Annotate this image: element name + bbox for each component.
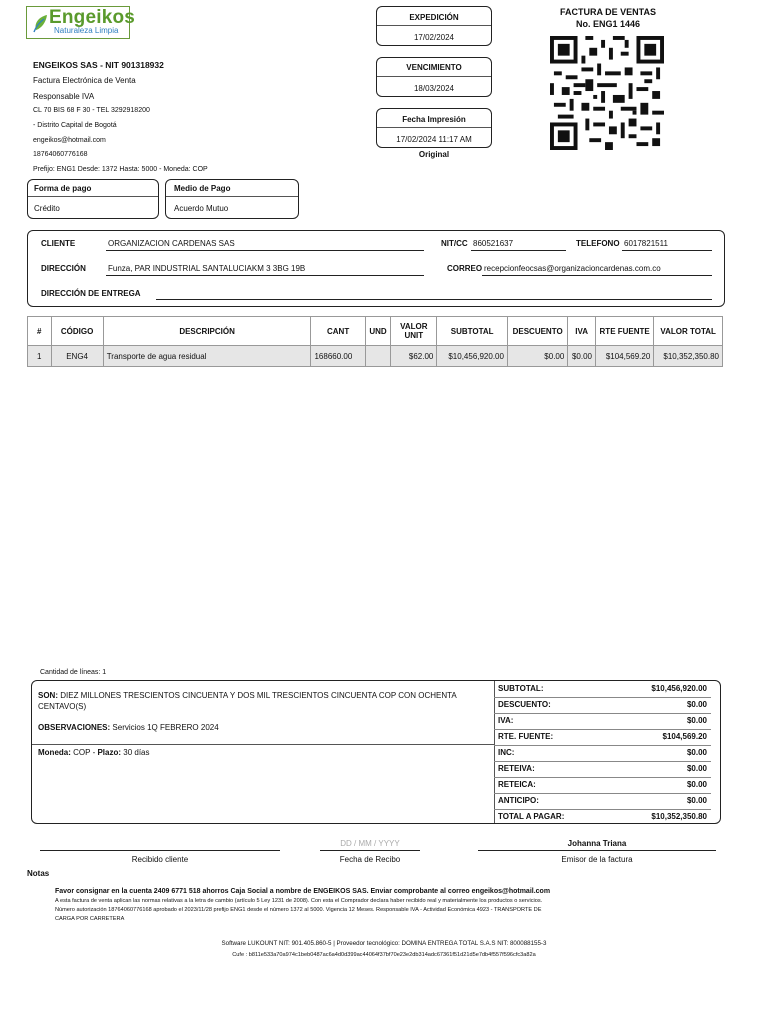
expedicion-date: 17/02/2024 bbox=[413, 33, 455, 42]
total-label: RETEIVA: bbox=[498, 764, 535, 773]
total-value: $10,456,920.00 bbox=[651, 684, 707, 693]
vencimiento-date: 18/03/2024 bbox=[413, 84, 455, 93]
total-label: SUBTOTAL: bbox=[498, 684, 544, 693]
col-valor-unit: VALOR UNIT bbox=[391, 317, 437, 346]
col-subtotal: SUBTOTAL bbox=[437, 317, 508, 346]
logo-name: Engeikos bbox=[49, 7, 136, 28]
cell-subtotal: $10,456,920.00 bbox=[437, 346, 508, 367]
footer-cufe: Cufe : b811e533a70a974c1beb0487ac6a4d0d399ac44064f37bf70e23e2db314adc67361f51d21d5e7db4f557f596cfc3a82a bbox=[232, 952, 536, 958]
notas-bold-line: Favor consignar en la cuenta 2409 6771 518 ahorros Caja Social a nombre de ENGEIKOS SAS. Enviar comprobante al correo engeikos@hotmail.com bbox=[55, 888, 551, 895]
notas-line2: A esta factura de venta aplican las normas relativas a la letra de cambio (artículo 5 Ley 1231 de 2008). Con esta el Comprador declara haber recibido real y materialmente los productos o servicios. bbox=[55, 898, 543, 904]
vencimiento-label: VENCIMIENTO bbox=[406, 63, 462, 72]
total-value: $104,569.20 bbox=[662, 732, 707, 741]
total-value: $0.00 bbox=[686, 796, 707, 805]
col-descripcion: DESCRIPCIÓN bbox=[103, 317, 311, 346]
company-logo bbox=[26, 6, 136, 39]
observaciones-value: Servicios 1Q FEBRERO 2024 bbox=[112, 723, 219, 732]
items-table bbox=[27, 316, 723, 367]
plazo-label: Plazo: bbox=[97, 748, 122, 757]
medio-pago-box bbox=[165, 179, 299, 219]
notas-label: Notas bbox=[27, 869, 50, 878]
impresion-label: Fecha Impresión bbox=[402, 115, 466, 124]
total-label: TOTAL A PAGAR: bbox=[498, 812, 565, 821]
company-email: engeikos@hotmail.com bbox=[33, 137, 106, 144]
emisor-name: Johanna Triana bbox=[567, 839, 627, 848]
son-text bbox=[38, 690, 478, 712]
observaciones-text bbox=[38, 723, 219, 732]
impresion-date: 17/02/2024 11:17 AM bbox=[396, 135, 472, 144]
recibido-cliente-label: Recibido cliente bbox=[131, 855, 189, 864]
forma-pago-box bbox=[27, 179, 159, 219]
total-label: INC: bbox=[498, 748, 515, 757]
invoice-number: No. ENG1 1446 bbox=[575, 19, 641, 29]
entrega-label: DIRECCIÓN DE ENTREGA bbox=[41, 289, 141, 298]
total-value: $0.00 bbox=[686, 780, 707, 789]
forma-pago-value: Crédito bbox=[34, 204, 60, 213]
total-row-rte-fuente bbox=[494, 729, 711, 746]
total-label: IVA: bbox=[498, 716, 514, 725]
total-row-reteiva bbox=[494, 761, 711, 778]
table-row bbox=[28, 346, 723, 367]
moneda-value: COP bbox=[73, 748, 91, 757]
emisor-label: Emisor de la factura bbox=[561, 855, 633, 864]
moneda-label: Moneda: bbox=[38, 748, 71, 757]
medio-pago-label: Medio de Pago bbox=[174, 184, 231, 193]
company-line1: Factura Electrónica de Venta bbox=[33, 76, 136, 85]
total-row-iva bbox=[494, 713, 711, 730]
cell-num: 1 bbox=[28, 346, 52, 367]
company-line2: Responsable IVA bbox=[33, 92, 95, 101]
cell-rte-fuente: $104,569.20 bbox=[595, 346, 653, 367]
cliente-label: CLIENTE bbox=[41, 239, 76, 248]
nit-value: 860521637 bbox=[473, 239, 514, 248]
total-value: $10,352,350.80 bbox=[651, 812, 707, 821]
col-rte-fuente: RTE FUENTE bbox=[595, 317, 653, 346]
total-row-anticipo bbox=[494, 793, 711, 810]
company-resolution: 18764060776168 bbox=[33, 151, 88, 158]
total-row-descuento bbox=[494, 697, 711, 714]
total-row-reteica bbox=[494, 777, 711, 794]
vencimiento-box bbox=[376, 57, 492, 97]
moneda-text: Moneda: COP - Plazo: 30 días bbox=[38, 748, 150, 757]
forma-pago-label: Forma de pago bbox=[34, 184, 92, 193]
total-row-total-pagar bbox=[494, 809, 711, 825]
col-valor-total: VALOR TOTAL bbox=[654, 317, 723, 346]
total-label: RTE. FUENTE: bbox=[498, 732, 554, 741]
cliente-value: ORGANIZACION CARDENAS SAS bbox=[108, 239, 235, 248]
cell-codigo: ENG4 bbox=[51, 346, 103, 367]
fecha-recibo-label: Fecha de Recibo bbox=[339, 855, 401, 864]
original-label: Original bbox=[418, 150, 450, 159]
notas-line4: CARGA POR CARRETERA bbox=[55, 916, 125, 922]
company-city: - Distrito Capital de Bogotá bbox=[33, 122, 117, 129]
total-label: ANTICIPO: bbox=[498, 796, 539, 805]
col-und: UND bbox=[365, 317, 391, 346]
total-value: $0.00 bbox=[686, 700, 707, 709]
direccion-label: DIRECCIÓN bbox=[41, 264, 86, 273]
correo-value: recepcionfeocsas@organizacioncardenas.com.co bbox=[484, 264, 661, 273]
observaciones-label: OBSERVACIONES: bbox=[38, 723, 111, 732]
col-num: # bbox=[28, 317, 52, 346]
col-descuento: DESCUENTO bbox=[507, 317, 567, 346]
table-header-row bbox=[28, 317, 723, 346]
total-row-subtotal bbox=[494, 681, 711, 698]
cell-und bbox=[365, 346, 391, 367]
leaf-icon bbox=[32, 12, 50, 34]
correo-label: CORREO bbox=[447, 264, 483, 273]
cell-descripcion: Transporte de agua residual bbox=[103, 346, 311, 367]
total-label: DESCUENTO: bbox=[498, 700, 551, 709]
plazo-value: 30 días bbox=[123, 748, 150, 757]
expedicion-box bbox=[376, 6, 492, 46]
total-value: $0.00 bbox=[686, 764, 707, 773]
company-address: CL 70 BIS 68 F 30 - TEL 3292918200 bbox=[33, 107, 150, 114]
cell-cant: 168660.00 bbox=[311, 346, 365, 367]
col-iva: IVA bbox=[568, 317, 596, 346]
telefono-label: TELEFONO bbox=[576, 239, 620, 248]
son-label: SON: bbox=[38, 691, 58, 700]
qr-code-icon bbox=[550, 35, 664, 151]
impresion-box bbox=[376, 108, 492, 148]
footer-software: Software LUKOUNT NIT: 901.405.860-5 | Proveedor tecnológico: DOMINA ENTREGA TOTAL S.A.S NIT: 800088155-3 bbox=[221, 940, 547, 947]
company-prefix: Prefijo: ENG1 Desde: 1372 Hasta: 5000 - Moneda: COP bbox=[33, 166, 208, 173]
col-codigo: CÓDIGO bbox=[51, 317, 103, 346]
nit-label: NIT/CC bbox=[441, 239, 468, 248]
total-value: $0.00 bbox=[686, 716, 707, 725]
son-value: DIEZ MILLONES TRESCIENTOS CINCUENTA Y DOS MIL TRESCIENTOS CINCUENTA COP CON OCHENTA CENTAVO(S) bbox=[38, 691, 457, 711]
cell-descuento: $0.00 bbox=[507, 346, 567, 367]
logo-tagline: Naturaleza Limpia bbox=[54, 26, 119, 35]
client-box bbox=[27, 230, 725, 307]
total-label: RETEICA: bbox=[498, 780, 536, 789]
fecha-placeholder: DD / MM / YYYY bbox=[340, 839, 400, 848]
cell-iva: $0.00 bbox=[568, 346, 596, 367]
line-count: Cantidad de líneas: 1 bbox=[40, 669, 107, 676]
expedicion-label: EXPEDICIÓN bbox=[409, 13, 459, 22]
col-cant: CANT bbox=[311, 317, 365, 346]
total-value: $0.00 bbox=[686, 748, 707, 757]
direccion-value: Funza, PAR INDUSTRIAL SANTALUCIAKM 3 3BG 19B bbox=[108, 264, 306, 273]
telefono-value: 6017821511 bbox=[624, 239, 668, 248]
notas-line3: Número autorización 18764060776168 aprobado el 2023/11/28 prefijo ENG1 desde el número 1372 al 5000. Vigencia 12 Meses. Responsable IVA - Actividad Económica 4923 - TRANSPORTE DE bbox=[55, 907, 542, 913]
company-name-nit: ENGEIKOS SAS - NIT 901318932 bbox=[33, 60, 164, 70]
cell-valor-unit: $62.00 bbox=[391, 346, 437, 367]
total-row-inc bbox=[494, 745, 711, 762]
cell-valor-total: $10,352,350.80 bbox=[654, 346, 723, 367]
medio-pago-value: Acuerdo Mutuo bbox=[174, 204, 229, 213]
invoice-title: FACTURA DE VENTAS bbox=[559, 7, 656, 17]
